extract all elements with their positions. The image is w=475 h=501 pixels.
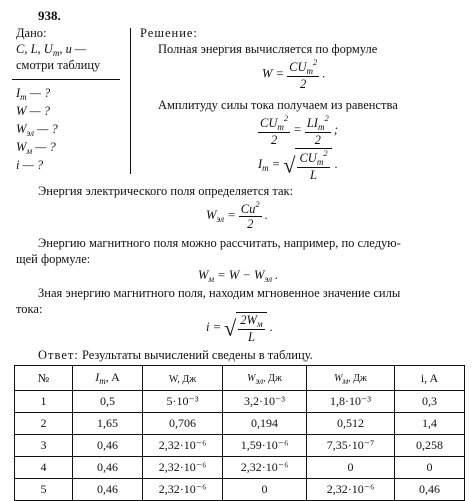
table-row bbox=[15, 457, 465, 479]
solution-heading: Решение: bbox=[140, 26, 198, 40]
given-divider bbox=[12, 79, 120, 80]
table-cell: 2,32·10⁻⁶ bbox=[143, 457, 223, 479]
table-cell: 2,32·10⁻⁶ bbox=[143, 435, 223, 457]
problem-number: 938. bbox=[38, 8, 61, 23]
table-cell: 0,512 bbox=[307, 413, 395, 435]
table-cell: 0,46 bbox=[73, 479, 143, 501]
table-cell: 0,46 bbox=[73, 457, 143, 479]
results-table bbox=[14, 365, 465, 501]
solution-p4a: Энергию магнитного поля можно рассчитать, например, по следую- bbox=[38, 236, 401, 250]
unknown-im: $I_m$ — ? bbox=[16, 86, 51, 102]
table-cell: 3,2·10⁻³ bbox=[223, 391, 307, 413]
header-wm: $W_м$, Дж bbox=[307, 366, 395, 391]
unknown-w: W — ? bbox=[16, 104, 51, 118]
solution-p4b: щей формуле: bbox=[16, 252, 91, 266]
table-cell: 2,32·10⁻⁶ bbox=[223, 457, 307, 479]
table-row bbox=[15, 413, 465, 435]
table-row bbox=[15, 435, 465, 457]
table-cell: 1,65 bbox=[73, 413, 143, 435]
table-cell: 1,59·10⁻⁶ bbox=[223, 435, 307, 457]
table-cell: 0 bbox=[395, 457, 465, 479]
given-heading: Дано: bbox=[16, 26, 47, 40]
formula-instant-current: i = √ $\frac{2W_м}{L}$ . bbox=[206, 313, 273, 345]
table-cell: 1 bbox=[15, 391, 73, 413]
header-wel: $W_{эл}$, Дж bbox=[223, 366, 307, 391]
formula-total-energy: W = $\frac{CU_m^2}{2}$ . bbox=[262, 57, 326, 92]
table-cell: 0,706 bbox=[143, 413, 223, 435]
formula-magnetic-energy: $W_м = W - W_{эл}$ . bbox=[198, 268, 279, 284]
table-cell: 0 bbox=[307, 457, 395, 479]
table-cell: 0,46 bbox=[395, 479, 465, 501]
formula-electric-energy: $W_{эл}$ = $\frac{Cu^2}{2}$ . bbox=[206, 199, 268, 232]
unknown-wel: $W_{эл}$ — ? bbox=[16, 122, 58, 138]
table-cell: 5·10⁻³ bbox=[143, 391, 223, 413]
table-cell: 3 bbox=[15, 435, 73, 457]
unknown-i: i — ? bbox=[16, 158, 44, 172]
table-cell: 1,4 bbox=[395, 413, 465, 435]
table-cell: 0 bbox=[223, 479, 307, 501]
header-w: W, Дж bbox=[143, 366, 223, 391]
formula-current-amplitude: $I_m$ = √ $\frac{CU_m^2}{L}$ . bbox=[258, 148, 338, 183]
header-number: № bbox=[15, 366, 73, 391]
table-row bbox=[15, 479, 465, 501]
solution-p2: Амплитуду силы тока получаем из равенства bbox=[158, 98, 398, 112]
table-cell: 5 bbox=[15, 479, 73, 501]
header-i: i, A bbox=[395, 366, 465, 391]
table-cell: 2,32·10⁻⁶ bbox=[143, 479, 223, 501]
given-line-1: C, L, $U_m$, u — bbox=[16, 42, 87, 58]
table-cell: 0,258 bbox=[395, 435, 465, 457]
given-line-2: смотри таблицу bbox=[16, 58, 101, 72]
solution-p5a: Зная энергию магнитного поля, находим мгновенное значение силы bbox=[38, 286, 401, 300]
table-row bbox=[15, 391, 465, 413]
table-cell: 0,194 bbox=[223, 413, 307, 435]
solution-p3: Энергия электрического поля определяется так: bbox=[38, 184, 294, 198]
table-header-row bbox=[15, 366, 465, 391]
table-cell: 7,35·10⁻⁷ bbox=[307, 435, 395, 457]
table-cell: 0,3 bbox=[395, 391, 465, 413]
solution-p5b: тока: bbox=[16, 302, 43, 316]
table-cell: 2 bbox=[15, 413, 73, 435]
solution-p1: Полная энергия вычисляется по формуле bbox=[158, 42, 378, 56]
table-cell: 0,5 bbox=[73, 391, 143, 413]
header-im: $I_m$, A bbox=[73, 366, 143, 391]
answer-line: Ответ: Результаты вычислений сведены в таблицу. bbox=[38, 348, 313, 362]
table-cell: 1,8·10⁻³ bbox=[307, 391, 395, 413]
table-cell: 4 bbox=[15, 457, 73, 479]
unknown-wm: $W_м$ — ? bbox=[16, 140, 56, 156]
formula-energy-equality: $\frac{CU_m^2}{2}$ = $\frac{LI_m^2}{2}$ ; bbox=[260, 113, 338, 148]
table-cell: 0,46 bbox=[73, 435, 143, 457]
given-separator bbox=[130, 28, 131, 174]
table-cell: 2,32·10⁻⁶ bbox=[307, 479, 395, 501]
